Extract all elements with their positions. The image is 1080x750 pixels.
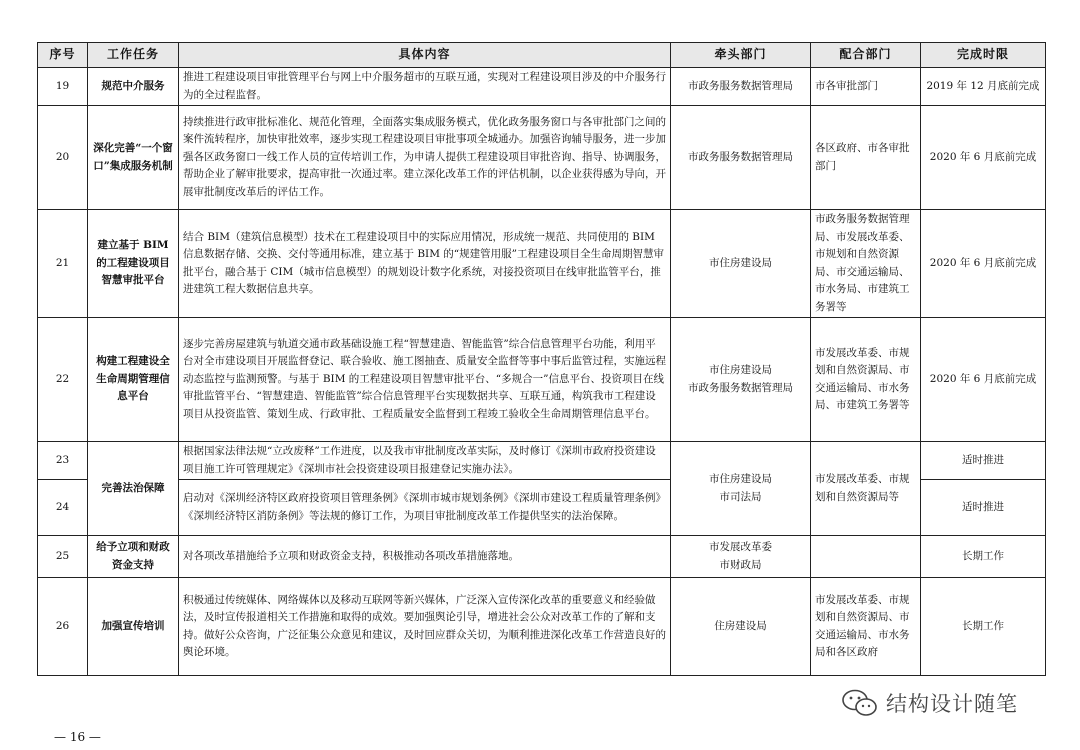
row-time: 长期工作 xyxy=(921,578,1046,676)
row-lead: 市住房建设局 市司法局 xyxy=(671,442,811,536)
row-coop: 各区政府、市各审批部门 xyxy=(811,106,921,210)
table-row xyxy=(38,210,1046,318)
row-task: 深化完善“一个窗口”集成服务机制 xyxy=(88,106,179,210)
row-task: 完善法治保障 xyxy=(88,442,179,536)
header-lead: 牵头部门 xyxy=(671,43,811,68)
row-content: 推进工程建设项目审批管理平台与网上中介服务超市的互联互通，实现对工程建设项目涉及的中介服务行为的全过程监督。 xyxy=(179,68,671,106)
row-time: 2020 年 6 月底前完成 xyxy=(921,106,1046,210)
row-coop: 市发展改革委、市规划和自然资源局、市交通运输局、市水务局、市建筑工务署等 xyxy=(811,318,921,442)
page-number: — 16 — xyxy=(54,730,101,744)
header-content: 具体内容 xyxy=(179,43,671,68)
row-lead: 住房建设局 xyxy=(671,578,811,676)
task-table xyxy=(37,42,1046,676)
row-num: 22 xyxy=(38,318,88,442)
table-row xyxy=(38,318,1046,442)
watermark xyxy=(840,688,1018,718)
row-num: 21 xyxy=(38,210,88,318)
row-lead: 市住房建设局 xyxy=(671,210,811,318)
row-content: 结合 BIM（建筑信息模型）技术在工程建设项目中的实际应用情况，形成统一规范、共同使用的 BIM 信息数据存储、交换、交付等通用标准，建立基于 BIM 的“规建管用服”工程建设项目全生命周期智慧审批平台，融合基于 CIM（城市信息模型）的规划设计数字化系统，对接投资项目在线审批监管平台，推进建筑工程大数据信息共享。 xyxy=(179,210,671,318)
row-coop: 市发展改革委、市规划和自然资源局等 xyxy=(811,442,921,536)
row-lead: 市住房建设局 市政务服务数据管理局 xyxy=(671,318,811,442)
row-content: 启动对《深圳经济特区政府投资项目管理条例》《深圳市城市规划条例》《深圳市建设工程质量管理条例》《深圳经济特区消防条例》等法规的修订工作，为项目审批制度改革工作提供坚实的法治保障。 xyxy=(179,480,671,536)
row-content: 根据国家法律法规“立改废释”工作进度，以及我市审批制度改革实际，及时修订《深圳市政府投资建设项目施工许可管理规定》《深圳市社会投资建设项目报建登记实施办法》。 xyxy=(179,442,671,480)
header-time: 完成时限 xyxy=(921,43,1046,68)
header-num: 序号 xyxy=(38,43,88,68)
row-content: 持续推进行政审批标准化、规范化管理，全面落实集成服务模式，优化政务服务窗口与各审批部门之间的案件流转程序，加快审批效率，逐步实现工程建设项目审批事项全城通办。加强咨询辅导服务，进一步加强各区政务窗口一线工作人员的宣传培训工作，为申请人提供工程建设项目审批咨询、指导、协调服务，帮助企业了解审批要求，提高审批一次通过率。建立深化改革工作的评估机制，以企业获得感为导向，开展审批制度改革后的评估工作。 xyxy=(179,106,671,210)
table-row xyxy=(38,442,1046,480)
row-coop: 市政务服务数据管理局、市发展改革委、市规划和自然资源局、市交通运输局、市水务局、市建筑工务署等 xyxy=(811,210,921,318)
row-time: 2020 年 6 月底前完成 xyxy=(921,210,1046,318)
header-coop: 配合部门 xyxy=(811,43,921,68)
row-content: 积极通过传统媒体、网络媒体以及移动互联网等新兴媒体，广泛深入宣传深化改革的重要意义和经验做法，及时宣传报道相关工作措施和取得的成效。要加强舆论引导，增进社会公众对改革工作的了解和支持。做好公众咨询，广泛征集公众意见和建议，及时回应群众关切，为顺利推进深化改革工作营造良好的舆论环境。 xyxy=(179,578,671,676)
watermark-text: 结构设计随笔 xyxy=(886,692,1018,716)
table-row xyxy=(38,536,1046,578)
row-coop: 市发展改革委、市规划和自然资源局、市交通运输局、市水务局和各区政府 xyxy=(811,578,921,676)
row-num: 24 xyxy=(38,480,88,536)
table-row xyxy=(38,106,1046,210)
row-lead: 市发展改革委 市财政局 xyxy=(671,536,811,578)
document-page xyxy=(37,42,1045,676)
header-task: 工作任务 xyxy=(88,43,179,68)
row-task: 给予立项和财政资金支持 xyxy=(88,536,179,578)
row-content: 逐步完善房屋建筑与轨道交通市政基础设施工程“智慧建造、智能监管”综合信息管理平台功能，利用平台对全市建设项目开展监督登记、联合验收、施工图抽查、质量安全监督等事中事后监管过程，实施远程动态监控与监测预警。与基于 BIM 的工程建设项目智慧审批平台、“多规合一”信息平台、投资项目在线审批监管平台、“智慧建造、智能监管”综合信息管理平台实现数据共享、互联互通，构筑我市工程建设项目从投资监管、策划生成、行政审批、工程质量安全监督到工程竣工验收全生命周期管理信息平台。 xyxy=(179,318,671,442)
row-lead: 市政务服务数据管理局 xyxy=(671,106,811,210)
row-task: 建立基于 BIM 的工程建设项目智慧审批平台 xyxy=(88,210,179,318)
row-time: 适时推进 xyxy=(921,480,1046,536)
row-task: 构建工程建设全生命周期管理信息平台 xyxy=(88,318,179,442)
row-coop xyxy=(811,536,921,578)
wechat-icon xyxy=(840,688,880,718)
row-coop: 市各审批部门 xyxy=(811,68,921,106)
table-header-row xyxy=(38,43,1046,68)
row-num: 20 xyxy=(38,106,88,210)
row-time: 2020 年 6 月底前完成 xyxy=(921,318,1046,442)
row-num: 26 xyxy=(38,578,88,676)
row-lead: 市政务服务数据管理局 xyxy=(671,68,811,106)
table-row xyxy=(38,68,1046,106)
row-time: 2019 年 12 月底前完成 xyxy=(921,68,1046,106)
row-num: 19 xyxy=(38,68,88,106)
row-time: 适时推进 xyxy=(921,442,1046,480)
table-row xyxy=(38,578,1046,676)
row-task: 加强宣传培训 xyxy=(88,578,179,676)
row-task: 规范中介服务 xyxy=(88,68,179,106)
row-time: 长期工作 xyxy=(921,536,1046,578)
row-num: 23 xyxy=(38,442,88,480)
row-num: 25 xyxy=(38,536,88,578)
row-content: 对各项改革措施给予立项和财政资金支持，积极推动各项改革措施落地。 xyxy=(179,536,671,578)
